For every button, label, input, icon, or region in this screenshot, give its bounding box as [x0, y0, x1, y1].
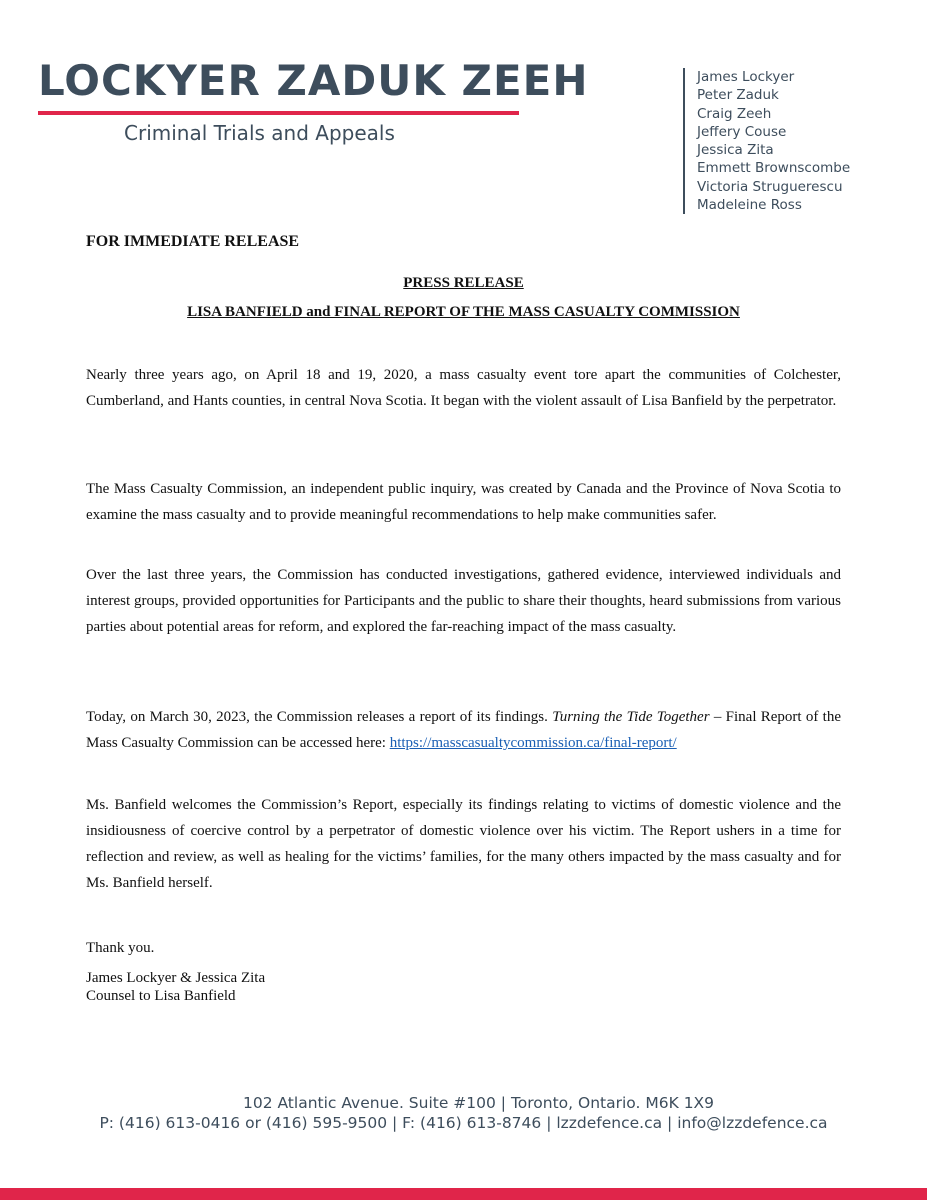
- signers: James Lockyer & Jessica Zita: [86, 970, 266, 986]
- partner-name: Craig Zeeh: [697, 105, 772, 122]
- footer-address: 102 Atlantic Avenue. Suite #100 | Toronto, Ontario. M6K 1X9: [242, 1094, 715, 1112]
- press-release-heading: PRESS RELEASE: [403, 275, 524, 291]
- paragraph-4: [86, 704, 841, 756]
- partner-name: Emmett Brownscombe: [697, 160, 851, 177]
- logo-underline: [38, 111, 519, 115]
- report-title: Turning the Tide Together: [552, 709, 710, 725]
- partner-name: James Lockyer: [697, 69, 795, 85]
- partner-list: [683, 68, 897, 214]
- signer-role: Counsel to Lisa Banfield: [86, 988, 236, 1004]
- firm-tagline: Criminal Trials and Appeals: [124, 121, 395, 145]
- paragraph-5: Ms. Banfield welcomes the Commission’s Report, especially its findings relating to victims of domestic violence and the insidiousness of coercive control by a perpetrator of domestic violence over his victim. The Report ushers in a time for reflection and review, as well as healing for the victims’ families, for the many others impacted by the mass casualty and for Ms. Banfield herself.: [86, 797, 841, 891]
- paragraph-1: Nearly three years ago, on April 18 and 19, 2020, a mass casualty event tore apart the communities of Colchester, Cumberland, and Hants counties, in central Nova Scotia. It began with the violent assault of Lisa Banfield by the perpetrator.: [86, 367, 841, 409]
- final-report-link[interactable]: https://masscasualtycommission.ca/final-report/: [389, 735, 677, 751]
- partner-name: Jeffery Couse: [697, 123, 787, 140]
- paragraph-3: Over the last three years, the Commission has conducted investigations, gathered evidence, interviewed individuals and interest groups, provided opportunities for Participants and the public to share their thoughts, heard submissions from various parties about potential areas for reform, and explored the far-reaching impact of the mass casualty.: [86, 567, 841, 635]
- firm-logo-name: LOCKYER ZADUK ZEEH: [38, 56, 589, 105]
- immediate-release-label: FOR IMMEDIATE RELEASE: [86, 233, 300, 250]
- footer-contact: P: (416) 613-0416 or (416) 595-9500 | F: (416) 613-8746 | lzzdefence.ca | info@lzzdefence.ca: [99, 1114, 828, 1132]
- paragraph-2: The Mass Casualty Commission, an independent public inquiry, was created by Canada and the Province of Nova Scotia to examine the mass casualty and to provide meaningful recommendations to help make communities safer.: [86, 481, 841, 523]
- paragraph-4-middle: – Final Report of the Mass Casualty Commission can be accessed here:: [86, 709, 842, 751]
- paragraph-4-intro: Today, on March 30, 2023, the Commission releases a report of its findings.: [86, 709, 553, 725]
- release-title: LISA BANFIELD and FINAL REPORT OF THE MASS CASUALTY COMMISSION: [187, 304, 740, 320]
- footer-accent-bar: [0, 1188, 927, 1200]
- partner-name: Peter Zaduk: [697, 87, 779, 104]
- partner-name: Jessica Zita: [697, 142, 774, 159]
- closing-thanks: Thank you.: [86, 940, 155, 956]
- partner-name: Victoria Struguerescu: [697, 178, 843, 195]
- partner-name: Madeleine Ross: [697, 197, 802, 214]
